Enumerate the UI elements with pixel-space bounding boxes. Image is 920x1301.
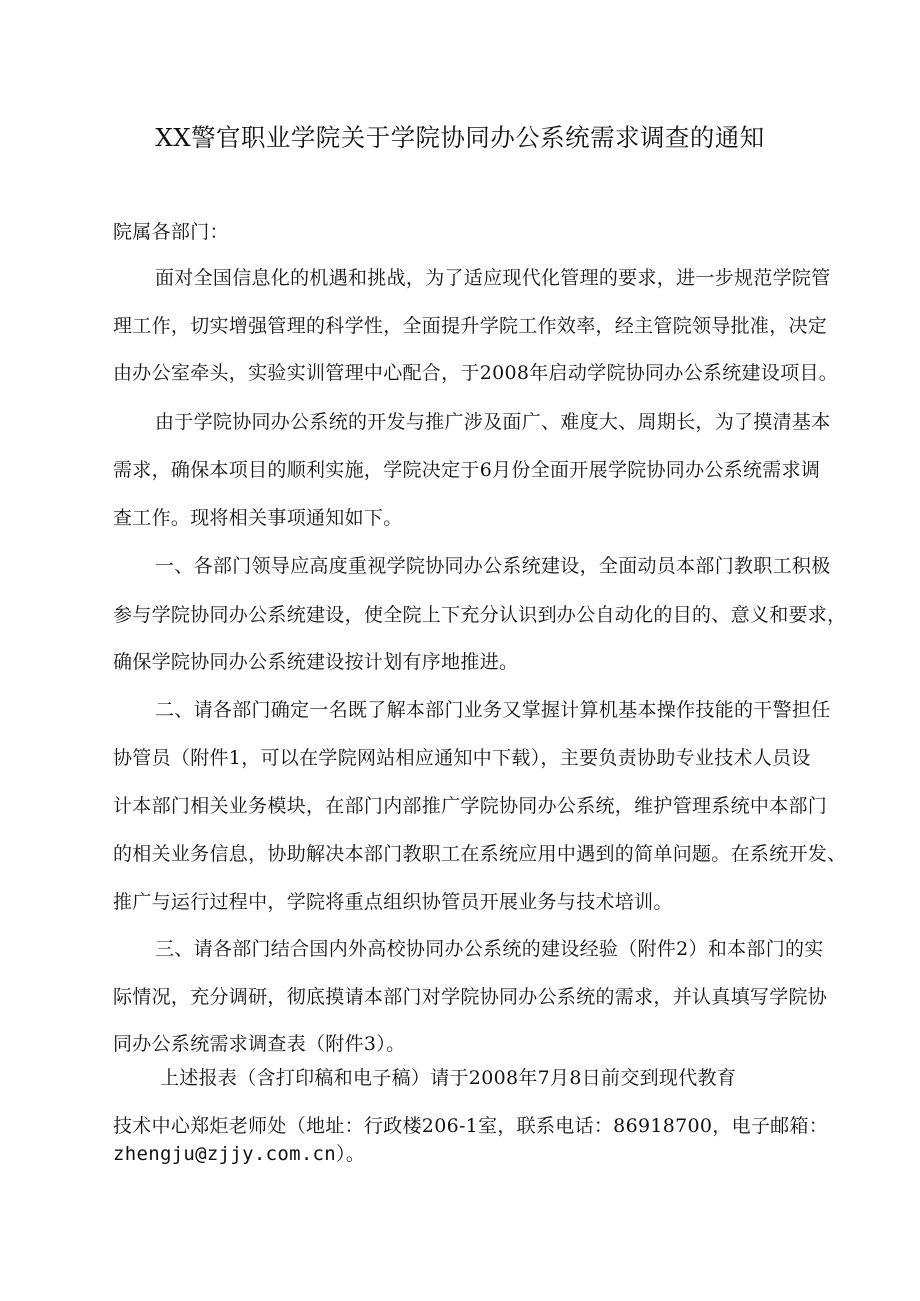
paragraph-line: 三、请各部门结合国内外高校协同办公系统的建设经验（附件2）和本部门的实 [155,938,824,960]
paragraph-line: 参与学院协同办公系统建设，使全院上下充分认识到办公自动化的目的、意义和要求， [113,604,847,626]
paragraph-line: 面对全国信息化的机遇和挑战，为了适应现代化管理的要求，进一步规范学院管 [155,267,831,289]
paragraph-line: 理工作，切实增强管理的科学性，全面提升学院工作效率，经主管院领导批准，决定 [113,315,828,337]
paragraph-line: 一、各部门领导应高度重视学院协同办公系统建设，全面动员本部门教职工积极 [155,555,831,577]
paragraph-line: 技术中心郑炬老师处（地址：行政楼206-1室，联系电话：86918700，电子邮箱： [113,1115,829,1137]
paragraph-line: 由于学院协同办公系统的开发与推广涉及面广、难度大、周期长，为了摸清基本 [155,411,831,433]
paragraph-line: 协管员（附件1，可以在学院网站相应通知中下载），主要负责协助专业技术人员设 [113,747,811,769]
paragraph-line: 同办公系统需求调查表（附件3）。 [113,1033,406,1055]
paragraph-line: 确保学院协同办公系统建设按计划有序地推进。 [113,651,519,673]
paragraph-line: 由办公室牵头，实验实训管理中心配合，于2008年启动学院协同办公系统建设项目。 [113,362,839,384]
paragraph-line: 查工作。现将相关事项通知如下。 [113,507,403,529]
email-line: zhengju@zjjy.com.cn）。 [113,1143,366,1165]
paragraph-line: 际情况，充分调研，彻底摸请本部门对学院协同办公系统的需求，并认真填写学院协 [113,986,828,1008]
paragraph-line: 需求，确保本项目的顺利实施，学院决定于6月份全面开展学院协同办公系统需求调 [113,459,821,481]
document-title: XX警官职业学院关于学院协同办公系统需求调查的通知 [155,123,765,152]
salutation: 院属各部门： [113,221,229,243]
paragraph-line: 的相关业务信息，协助解决本部门教职工在系统应用中遇到的简单问题。在系统开发、 [113,843,847,865]
paragraph-line: 二、请各部门确定一名既了解本部门业务又掌握计算机基本操作技能的干警担任 [155,699,831,721]
paragraph-line: 上述报表（含打印稿和电子稿）请于2008年7月8日前交到现代教育 [160,1067,737,1089]
paragraph-line: 计本部门相关业务模块，在部门内部推广学院协同办公系统，维护管理系统中本部门 [113,795,828,817]
paragraph-line: 推广与运行过程中，学院将重点组织协管员开展业务与技术培训。 [113,891,673,913]
